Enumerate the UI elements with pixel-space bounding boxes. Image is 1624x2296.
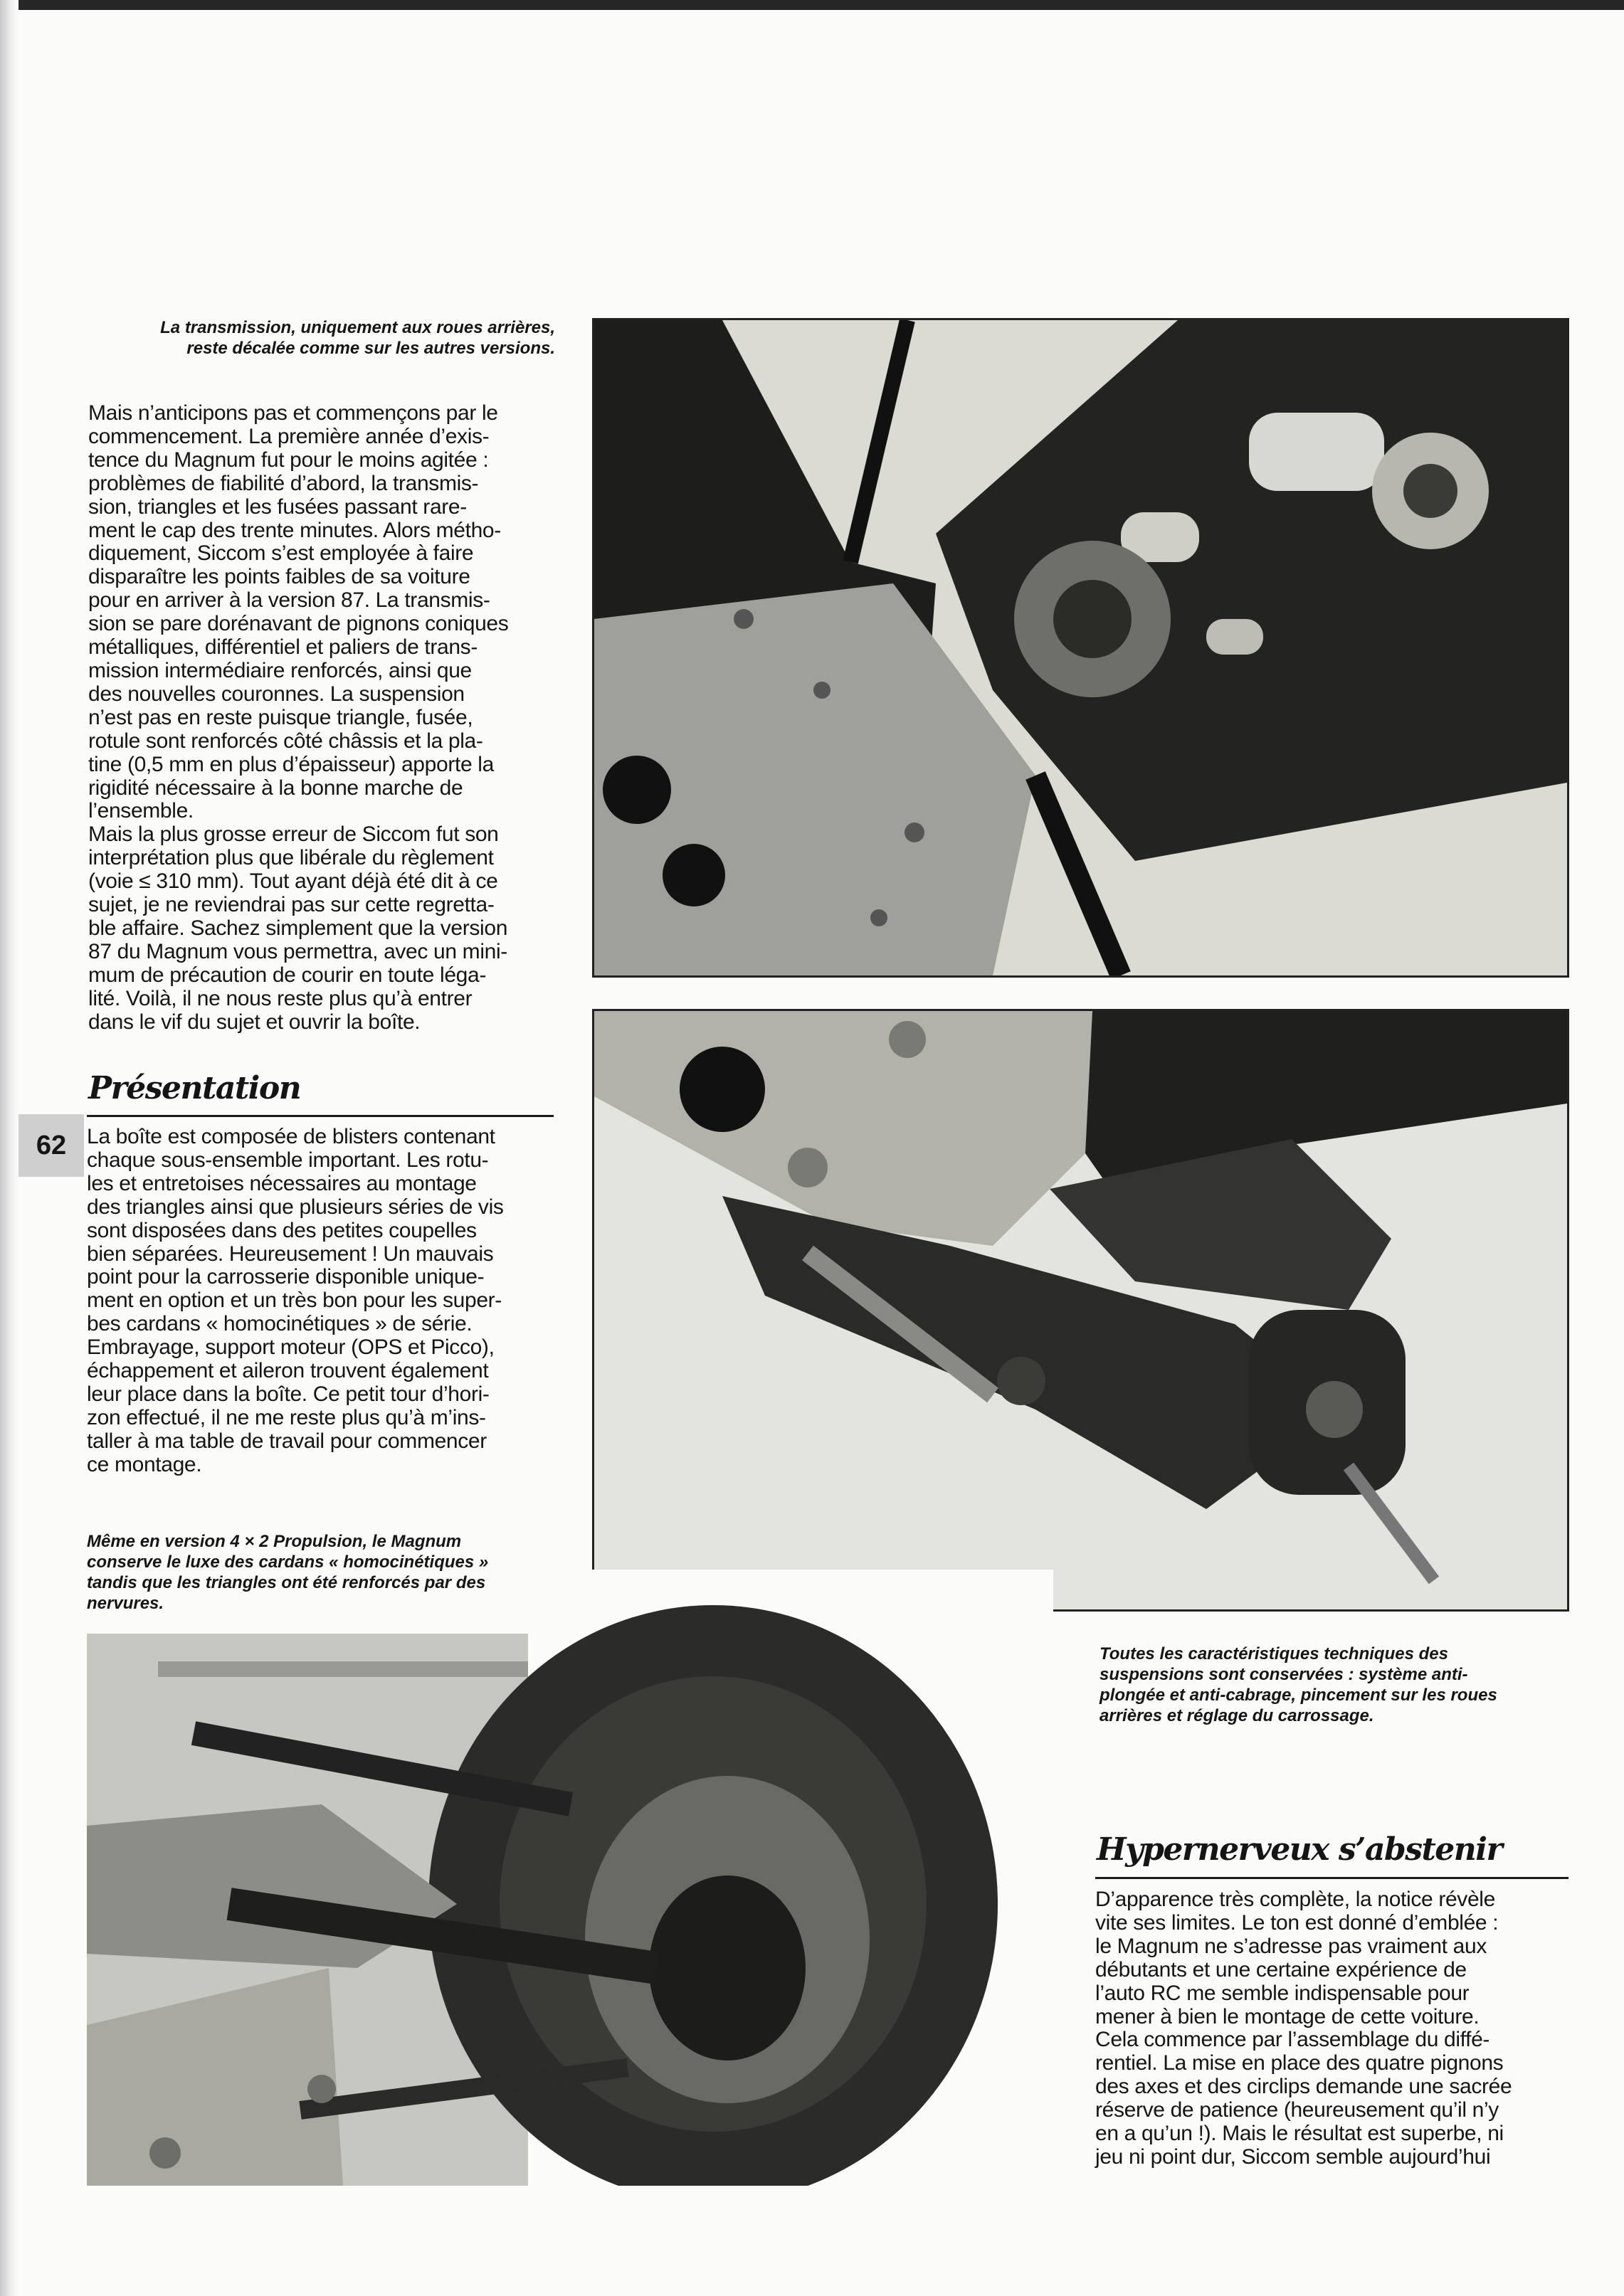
text-line: métalliques, différentiel et paliers de trans- xyxy=(88,635,478,660)
photo-rear-wheel-drawing xyxy=(87,1570,1053,2186)
heading-rule xyxy=(1095,1877,1568,1879)
page-number: 62 xyxy=(19,1114,84,1177)
text-line: réserve de patience (heureusement qu’il n’y xyxy=(1095,2098,1499,2122)
text-line: Mais la plus grosse erreur de Siccom fut son xyxy=(88,822,499,847)
text-line: tine (0,5 mm en plus d’épaisseur) apporte la xyxy=(88,752,494,776)
photo-transmission-drawing xyxy=(594,320,1567,975)
text-line: sujet, je ne reviendrai pas sur cette regretta- xyxy=(88,893,495,917)
photo-transmission xyxy=(592,318,1569,978)
text-line: l’ensemble. xyxy=(88,799,194,823)
text-line: diquement, Siccom s’est employée à faire xyxy=(88,541,474,566)
text-line: jeu ni point dur, Siccom semble aujourd’hui xyxy=(1095,2144,1491,2169)
text-line: Mais n’anticipons pas et commençons par le xyxy=(88,401,498,425)
text-line: des axes et des circlips demande une sacrée xyxy=(1095,2075,1512,2099)
section-heading-presentation: Présentation xyxy=(88,1070,301,1106)
text-line: Cela commence par l’assemblage du diffé- xyxy=(1095,2028,1490,2052)
text-line: sont disposées dans des petites coupelles xyxy=(87,1218,477,1242)
photo-suspension xyxy=(592,1009,1569,1612)
text-line: ment le cap des trente minutes. Alors métho- xyxy=(88,518,501,542)
photo-suspension-drawing xyxy=(594,1011,1567,1609)
text-line: des triangles ainsi que plusieurs séries de vis xyxy=(87,1195,504,1219)
text-line: lité. Voilà, il ne nous reste plus qu’à entrer xyxy=(88,986,473,1010)
text-line: zon effectué, il ne me reste plus qu’à m’ins- xyxy=(87,1405,486,1429)
text-line: ment en option et un très bon pour les super- xyxy=(87,1289,502,1313)
text-line: ce montage. xyxy=(87,1452,202,1476)
intro-text xyxy=(88,402,558,1034)
caption-line: Même en version 4 × 2 Propulsion, le Magnum xyxy=(87,1532,462,1551)
text-line: leur place dans la boîte. Ce petit tour d’hori- xyxy=(87,1382,490,1406)
text-line: point pour la carrosserie disponible unique- xyxy=(87,1265,485,1289)
heading-rule xyxy=(87,1115,554,1117)
caption-line: suspensions sont conservées : système anti- xyxy=(1100,1665,1468,1684)
caption-line: tandis que les triangles ont été renforcés par des xyxy=(87,1573,486,1592)
text-line: débutants et une certaine expérience de xyxy=(1095,1957,1467,1982)
caption-line: Toutes les caractéristiques techniques des xyxy=(1100,1644,1448,1663)
text-line: La boîte est composée de blisters contenant xyxy=(87,1125,495,1148)
text-line: le Magnum ne s’adresse pas vraiment aux xyxy=(1095,1934,1487,1958)
section-heading-hypernerveux: Hypernerveux s’abstenir xyxy=(1097,1831,1502,1868)
text-line: en a qu’un !). Mais le résultat est superbe, ni xyxy=(1095,2122,1504,2146)
caption-line: La transmission, uniquement aux roues arrières, xyxy=(160,318,555,337)
caption-line: arrières et réglage du carrossage. xyxy=(1100,1706,1374,1725)
caption-line: conserve le luxe des cardans « homocinétiques » xyxy=(87,1552,489,1572)
text-line: problèmes de fiabilité d’abord, la transmis- xyxy=(88,471,479,495)
text-line: sion se pare dorénavant de pignons coniques xyxy=(88,612,509,636)
text-line: disparaître les points faibles de sa voiture xyxy=(88,565,470,589)
text-line: Embrayage, support moteur (OPS et Picco), xyxy=(87,1335,495,1360)
text-line: rentiel. La mise en place des quatre pignons xyxy=(1095,2051,1504,2075)
text-line: rotule sont renforcés côté châssis et la pla- xyxy=(88,729,483,753)
text-line: n’est pas en reste puisque triangle, fusée, xyxy=(88,705,473,729)
caption-transmission xyxy=(71,317,555,359)
text-line: interprétation plus que libérale du règlement xyxy=(88,846,494,870)
text-line: mission intermédiaire renforcés, ainsi que xyxy=(88,658,472,682)
text-line: dans le vif du sujet et ouvrir la boîte. xyxy=(88,1010,421,1034)
caption-suspensions xyxy=(1100,1644,1598,1726)
text-line: l’auto RC me semble indispensable pour xyxy=(1095,1981,1470,2005)
text-line: chaque sous-ensemble important. Les rotu- xyxy=(87,1148,489,1172)
page-top-edge xyxy=(0,0,1624,10)
hypernerveux-text xyxy=(1095,1888,1572,2169)
text-line: ble affaire. Sachez simplement que la version xyxy=(88,916,508,940)
photo-rear-wheel xyxy=(87,1570,1053,2186)
presentation-text xyxy=(87,1126,557,1477)
text-line: pour en arriver à la version 87. La transmis- xyxy=(88,588,490,613)
text-line: tence du Magnum fut pour le moins agitée : xyxy=(88,448,489,472)
text-line: bien séparées. Heureusement ! Un mauvais xyxy=(87,1242,494,1266)
caption-line: plongée et anti-cabrage, pincement sur les roues xyxy=(1100,1686,1497,1705)
page-binding-shadow xyxy=(0,0,19,2296)
text-line: mener à bien le montage de cette voiture. xyxy=(1095,2004,1480,2028)
text-line: D’apparence très complète, la notice révèle xyxy=(1095,1888,1495,1911)
text-line: rigidité nécessaire à la bonne marche de xyxy=(88,776,463,800)
text-line: (voie ≤ 310 mm). Tout ayant déjà été dit à ce xyxy=(88,869,498,894)
caption-line: reste décalée comme sur les autres versions. xyxy=(186,339,555,358)
text-line: mum de précaution de courir en toute léga- xyxy=(88,963,486,987)
text-line: les et entretoises nécessaires au montage xyxy=(87,1171,477,1195)
text-line: 87 du Magnum vous permettra, avec un mini- xyxy=(88,939,507,963)
text-line: des nouvelles couronnes. La suspension xyxy=(88,682,465,706)
text-line: sion, triangles et les fusées passant rare- xyxy=(88,494,467,519)
caption-line: nervures. xyxy=(87,1594,164,1613)
text-line: bes cardans « homocinétiques » de série. xyxy=(87,1312,473,1336)
text-line: taller à ma table de travail pour commencer xyxy=(87,1429,487,1453)
text-line: vite ses limites. Le ton est donné d’emblée : xyxy=(1095,1910,1499,1935)
text-line: échappement et aileron trouvent également xyxy=(87,1359,489,1383)
text-line: commencement. La première année d’exis- xyxy=(88,424,490,448)
